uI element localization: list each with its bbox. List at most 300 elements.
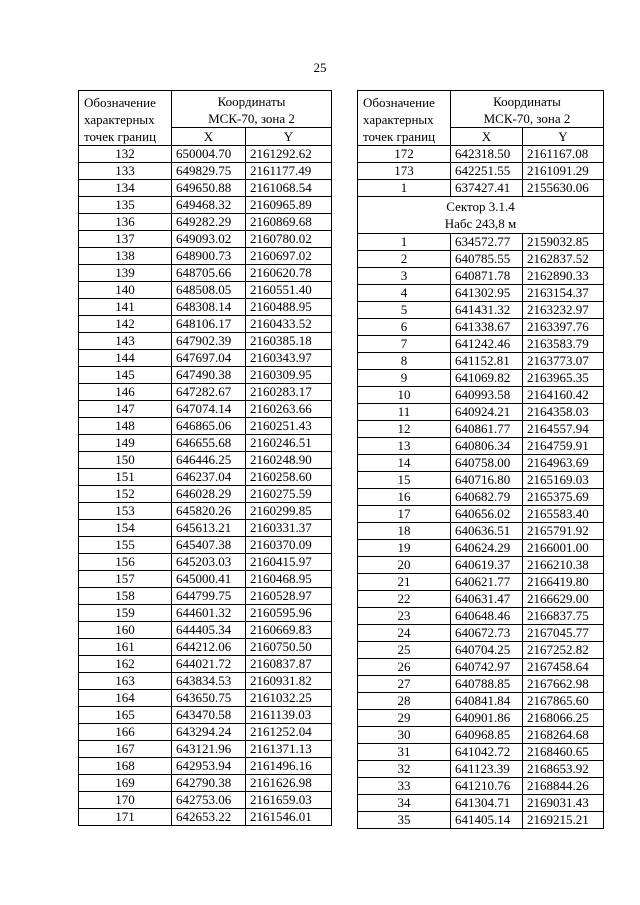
y-value: 2160385.18 xyxy=(246,333,332,350)
table-row xyxy=(79,214,332,231)
x-value: 648106.17 xyxy=(172,316,246,333)
x-value: 648900.73 xyxy=(172,248,246,265)
table-row xyxy=(79,673,332,690)
x-value: 641304.71 xyxy=(451,795,523,812)
y-value: 2160275.59 xyxy=(246,486,332,503)
table-row xyxy=(358,489,604,506)
table-row xyxy=(79,282,332,299)
x-value: 642653.22 xyxy=(172,809,246,826)
point-number: 1 xyxy=(358,234,451,251)
sector-row xyxy=(358,197,604,234)
x-value: 640682.79 xyxy=(451,489,523,506)
point-number: 11 xyxy=(358,404,451,421)
x-value: 637427.41 xyxy=(451,180,523,197)
point-number: 30 xyxy=(358,727,451,744)
y-value: 2161252.04 xyxy=(246,724,332,741)
table-row xyxy=(358,574,604,591)
x-value: 650004.70 xyxy=(172,146,246,163)
x-value: 641338.67 xyxy=(451,319,523,336)
point-number: 163 xyxy=(79,673,172,690)
x-value: 647074.14 xyxy=(172,401,246,418)
x-value: 649829.75 xyxy=(172,163,246,180)
point-number: 157 xyxy=(79,571,172,588)
point-number: 137 xyxy=(79,231,172,248)
table-row xyxy=(358,540,604,557)
point-number: 10 xyxy=(358,387,451,404)
table-row xyxy=(79,469,332,486)
point-number: 168 xyxy=(79,758,172,775)
header-x: X xyxy=(451,128,523,146)
point-number: 166 xyxy=(79,724,172,741)
y-value: 2162837.52 xyxy=(523,251,604,268)
table-row xyxy=(79,707,332,724)
y-value: 2166001.00 xyxy=(523,540,604,557)
y-value: 2169215.21 xyxy=(523,812,604,829)
y-value: 2160258.60 xyxy=(246,469,332,486)
point-number: 148 xyxy=(79,418,172,435)
y-value: 2167458.64 xyxy=(523,659,604,676)
point-number: 165 xyxy=(79,707,172,724)
x-value: 640924.21 xyxy=(451,404,523,421)
y-value: 2161032.25 xyxy=(246,690,332,707)
y-value: 2160309.95 xyxy=(246,367,332,384)
x-value: 647490.38 xyxy=(172,367,246,384)
table-row xyxy=(358,523,604,540)
table-row xyxy=(79,724,332,741)
y-value: 2168653.92 xyxy=(523,761,604,778)
y-value: 2163154.37 xyxy=(523,285,604,302)
table-row xyxy=(79,197,332,214)
x-value: 645203.03 xyxy=(172,554,246,571)
y-value: 2163397.76 xyxy=(523,319,604,336)
y-value: 2161091.29 xyxy=(523,163,604,180)
y-value: 2161167.08 xyxy=(523,146,604,163)
y-value: 2168844.26 xyxy=(523,778,604,795)
x-value: 644405.34 xyxy=(172,622,246,639)
table-row xyxy=(79,265,332,282)
table-row xyxy=(79,520,332,537)
y-value: 2160931.82 xyxy=(246,673,332,690)
x-value: 642953.94 xyxy=(172,758,246,775)
y-value: 2161659.03 xyxy=(246,792,332,809)
y-value: 2165375.69 xyxy=(523,489,604,506)
point-number: 138 xyxy=(79,248,172,265)
point-number: 154 xyxy=(79,520,172,537)
x-value: 641210.76 xyxy=(451,778,523,795)
x-value: 640704.25 xyxy=(451,642,523,659)
table-row xyxy=(79,316,332,333)
table-row xyxy=(79,435,332,452)
point-number: 149 xyxy=(79,435,172,452)
point-number: 19 xyxy=(358,540,451,557)
point-number: 156 xyxy=(79,554,172,571)
table-row xyxy=(358,778,604,795)
y-value: 2160246.51 xyxy=(246,435,332,452)
point-number: 140 xyxy=(79,282,172,299)
y-value: 2164759.91 xyxy=(523,438,604,455)
table-row xyxy=(358,744,604,761)
y-value: 2160750.50 xyxy=(246,639,332,656)
x-value: 649650.88 xyxy=(172,180,246,197)
x-value: 641069.82 xyxy=(451,370,523,387)
x-value: 643470.58 xyxy=(172,707,246,724)
point-number: 162 xyxy=(79,656,172,673)
table-row xyxy=(358,387,604,404)
point-number: 143 xyxy=(79,333,172,350)
x-value: 646237.04 xyxy=(172,469,246,486)
point-number: 136 xyxy=(79,214,172,231)
y-value: 2163583.79 xyxy=(523,336,604,353)
x-value: 643650.75 xyxy=(172,690,246,707)
header-point-label: Обозначение характерных точек границ xyxy=(79,91,172,146)
y-value: 2160620.78 xyxy=(246,265,332,282)
point-number: 31 xyxy=(358,744,451,761)
y-value: 2160488.95 xyxy=(246,299,332,316)
table-row xyxy=(79,418,332,435)
point-number: 135 xyxy=(79,197,172,214)
table-row xyxy=(358,625,604,642)
y-value: 2160528.97 xyxy=(246,588,332,605)
x-value: 645000.41 xyxy=(172,571,246,588)
table-row xyxy=(79,401,332,418)
y-value: 2160669.83 xyxy=(246,622,332,639)
y-value: 2160283.17 xyxy=(246,384,332,401)
point-number: 161 xyxy=(79,639,172,656)
x-value: 648705.66 xyxy=(172,265,246,282)
point-number: 155 xyxy=(79,537,172,554)
y-value: 2161546.01 xyxy=(246,809,332,826)
x-value: 640968.85 xyxy=(451,727,523,744)
y-value: 2163773.07 xyxy=(523,353,604,370)
x-value: 640621.77 xyxy=(451,574,523,591)
table-row xyxy=(79,146,332,163)
table-row xyxy=(358,404,604,421)
point-number: 32 xyxy=(358,761,451,778)
table-row xyxy=(79,537,332,554)
table-row xyxy=(358,353,604,370)
y-value: 2160343.97 xyxy=(246,350,332,367)
y-value: 2164358.03 xyxy=(523,404,604,421)
y-value: 2160331.37 xyxy=(246,520,332,537)
table-row xyxy=(358,234,604,251)
point-number: 26 xyxy=(358,659,451,676)
point-number: 170 xyxy=(79,792,172,809)
point-number: 133 xyxy=(79,163,172,180)
table-row xyxy=(79,741,332,758)
header-point-label: Обозначение характерных точек границ xyxy=(358,91,451,146)
y-value: 2160780.02 xyxy=(246,231,332,248)
y-value: 2160299.85 xyxy=(246,503,332,520)
y-value: 2164963.69 xyxy=(523,455,604,472)
point-number: 29 xyxy=(358,710,451,727)
x-value: 645613.21 xyxy=(172,520,246,537)
point-number: 33 xyxy=(358,778,451,795)
point-number: 2 xyxy=(358,251,451,268)
x-value: 644601.32 xyxy=(172,605,246,622)
x-value: 641405.14 xyxy=(451,812,523,829)
y-value: 2164557.94 xyxy=(523,421,604,438)
y-value: 2160415.97 xyxy=(246,554,332,571)
x-value: 646655.68 xyxy=(172,435,246,452)
x-value: 649282.29 xyxy=(172,214,246,231)
point-number: 169 xyxy=(79,775,172,792)
x-value: 649093.02 xyxy=(172,231,246,248)
x-value: 634572.77 xyxy=(451,234,523,251)
header-y: Y xyxy=(523,128,604,146)
table-row xyxy=(358,659,604,676)
y-value: 2166210.38 xyxy=(523,557,604,574)
table-row xyxy=(79,656,332,673)
point-number: 28 xyxy=(358,693,451,710)
y-value: 2160433.52 xyxy=(246,316,332,333)
point-number: 171 xyxy=(79,809,172,826)
point-number: 173 xyxy=(358,163,451,180)
table-row xyxy=(79,775,332,792)
x-value: 640861.77 xyxy=(451,421,523,438)
y-value: 2168264.68 xyxy=(523,727,604,744)
table-row xyxy=(358,693,604,710)
table-row xyxy=(79,452,332,469)
x-value: 644799.75 xyxy=(172,588,246,605)
y-value: 2169031.43 xyxy=(523,795,604,812)
x-value: 642753.06 xyxy=(172,792,246,809)
x-value: 645820.26 xyxy=(172,503,246,520)
table-row xyxy=(79,486,332,503)
y-value: 2160869.68 xyxy=(246,214,332,231)
point-number: 142 xyxy=(79,316,172,333)
table-row xyxy=(79,163,332,180)
table-row xyxy=(79,384,332,401)
y-value: 2161068.54 xyxy=(246,180,332,197)
y-value: 2168460.65 xyxy=(523,744,604,761)
point-number: 158 xyxy=(79,588,172,605)
point-number: 144 xyxy=(79,350,172,367)
table-row xyxy=(358,642,604,659)
point-number: 22 xyxy=(358,591,451,608)
coordinates-table-right xyxy=(357,90,604,829)
header-coordinates: Координаты МСК-70, зона 2 xyxy=(172,91,332,128)
x-value: 640648.46 xyxy=(451,608,523,625)
header-x: X xyxy=(172,128,246,146)
x-value: 640758.00 xyxy=(451,455,523,472)
table-row xyxy=(358,146,604,163)
point-number: 145 xyxy=(79,367,172,384)
point-number: 160 xyxy=(79,622,172,639)
sector-title: Сектор 3.1.4 xyxy=(446,199,515,214)
x-value: 642251.55 xyxy=(451,163,523,180)
table-row xyxy=(79,605,332,622)
x-value: 640871.78 xyxy=(451,268,523,285)
y-value: 2166419.80 xyxy=(523,574,604,591)
page-number: 25 xyxy=(313,60,327,75)
x-value: 645407.38 xyxy=(172,537,246,554)
x-value: 647282.67 xyxy=(172,384,246,401)
point-number: 27 xyxy=(358,676,451,693)
table-row xyxy=(358,336,604,353)
table-row xyxy=(358,163,604,180)
table-row xyxy=(79,333,332,350)
table-row xyxy=(358,591,604,608)
table-row xyxy=(358,438,604,455)
y-value: 2163232.97 xyxy=(523,302,604,319)
point-number: 134 xyxy=(79,180,172,197)
point-number: 153 xyxy=(79,503,172,520)
table-row xyxy=(79,571,332,588)
y-value: 2160251.43 xyxy=(246,418,332,435)
x-value: 640716.80 xyxy=(451,472,523,489)
point-number: 141 xyxy=(79,299,172,316)
x-value: 643294.24 xyxy=(172,724,246,741)
y-value: 2160551.40 xyxy=(246,282,332,299)
point-number: 151 xyxy=(79,469,172,486)
y-value: 2165791.92 xyxy=(523,523,604,540)
table-row xyxy=(358,268,604,285)
x-value: 640993.58 xyxy=(451,387,523,404)
point-number: 6 xyxy=(358,319,451,336)
point-number: 9 xyxy=(358,370,451,387)
table-row xyxy=(79,350,332,367)
table-row xyxy=(358,455,604,472)
point-number: 164 xyxy=(79,690,172,707)
y-value: 2167252.82 xyxy=(523,642,604,659)
table-row xyxy=(358,421,604,438)
y-value: 2159032.85 xyxy=(523,234,604,251)
table-row xyxy=(358,285,604,302)
y-value: 2161626.98 xyxy=(246,775,332,792)
point-number: 24 xyxy=(358,625,451,642)
y-value: 2161496.16 xyxy=(246,758,332,775)
point-number: 21 xyxy=(358,574,451,591)
table-row xyxy=(358,761,604,778)
point-number: 18 xyxy=(358,523,451,540)
x-value: 640785.55 xyxy=(451,251,523,268)
y-value: 2166629.00 xyxy=(523,591,604,608)
point-number: 147 xyxy=(79,401,172,418)
x-value: 640636.51 xyxy=(451,523,523,540)
y-value: 2164160.42 xyxy=(523,387,604,404)
y-value: 2167045.77 xyxy=(523,625,604,642)
table-row xyxy=(358,251,604,268)
table-row xyxy=(79,690,332,707)
point-number: 12 xyxy=(358,421,451,438)
point-number: 1 xyxy=(358,180,451,197)
table-row xyxy=(358,319,604,336)
y-value: 2163965.35 xyxy=(523,370,604,387)
x-value: 647902.39 xyxy=(172,333,246,350)
point-number: 152 xyxy=(79,486,172,503)
table-row xyxy=(358,557,604,574)
point-number: 159 xyxy=(79,605,172,622)
table-row xyxy=(79,809,332,826)
y-value: 2161177.49 xyxy=(246,163,332,180)
point-number: 13 xyxy=(358,438,451,455)
header-y: Y xyxy=(246,128,332,146)
x-value: 642318.50 xyxy=(451,146,523,163)
table-row xyxy=(79,503,332,520)
point-number: 4 xyxy=(358,285,451,302)
point-number: 150 xyxy=(79,452,172,469)
point-number: 3 xyxy=(358,268,451,285)
point-number: 172 xyxy=(358,146,451,163)
point-number: 5 xyxy=(358,302,451,319)
x-value: 641123.39 xyxy=(451,761,523,778)
x-value: 646446.25 xyxy=(172,452,246,469)
point-number: 139 xyxy=(79,265,172,282)
point-number: 8 xyxy=(358,353,451,370)
x-value: 641152.81 xyxy=(451,353,523,370)
y-value: 2160263.66 xyxy=(246,401,332,418)
x-value: 643121.96 xyxy=(172,741,246,758)
y-value: 2160370.09 xyxy=(246,537,332,554)
point-number: 7 xyxy=(358,336,451,353)
x-value: 641042.72 xyxy=(451,744,523,761)
y-value: 2168066.25 xyxy=(523,710,604,727)
y-value: 2161371.13 xyxy=(246,741,332,758)
table-row xyxy=(358,727,604,744)
point-number: 132 xyxy=(79,146,172,163)
sector-caption xyxy=(358,197,604,234)
point-number: 15 xyxy=(358,472,451,489)
x-value: 648508.05 xyxy=(172,282,246,299)
table-row xyxy=(358,506,604,523)
y-value: 2167662.98 xyxy=(523,676,604,693)
table-row xyxy=(79,588,332,605)
point-number: 34 xyxy=(358,795,451,812)
table-row xyxy=(358,180,604,197)
header-coordinates: Координаты МСК-70, зона 2 xyxy=(451,91,604,128)
x-value: 643834.53 xyxy=(172,673,246,690)
table-row xyxy=(358,812,604,829)
y-value: 2160837.87 xyxy=(246,656,332,673)
table-row xyxy=(358,676,604,693)
y-value: 2167865.60 xyxy=(523,693,604,710)
table-row xyxy=(358,472,604,489)
x-value: 640742.97 xyxy=(451,659,523,676)
x-value: 640788.85 xyxy=(451,676,523,693)
x-value: 649468.32 xyxy=(172,197,246,214)
y-value: 2160595.96 xyxy=(246,605,332,622)
y-value: 2165583.40 xyxy=(523,506,604,523)
sector-height: Набс 243,8 м xyxy=(444,216,517,231)
x-value: 644021.72 xyxy=(172,656,246,673)
x-value: 641242.46 xyxy=(451,336,523,353)
x-value: 644212.06 xyxy=(172,639,246,656)
x-value: 640841.84 xyxy=(451,693,523,710)
table-row xyxy=(79,639,332,656)
x-value: 640806.34 xyxy=(451,438,523,455)
table-row xyxy=(79,554,332,571)
y-value: 2160248.90 xyxy=(246,452,332,469)
point-number: 23 xyxy=(358,608,451,625)
x-value: 640656.02 xyxy=(451,506,523,523)
x-value: 640901.86 xyxy=(451,710,523,727)
y-value: 2166837.75 xyxy=(523,608,604,625)
y-value: 2161292.62 xyxy=(246,146,332,163)
x-value: 640624.29 xyxy=(451,540,523,557)
table-row xyxy=(79,231,332,248)
x-value: 646028.29 xyxy=(172,486,246,503)
point-number: 35 xyxy=(358,812,451,829)
point-number: 16 xyxy=(358,489,451,506)
table-row xyxy=(79,758,332,775)
table-row xyxy=(79,367,332,384)
table-row xyxy=(79,622,332,639)
point-number: 146 xyxy=(79,384,172,401)
x-value: 641302.95 xyxy=(451,285,523,302)
x-value: 640631.47 xyxy=(451,591,523,608)
point-number: 20 xyxy=(358,557,451,574)
table-row xyxy=(79,180,332,197)
